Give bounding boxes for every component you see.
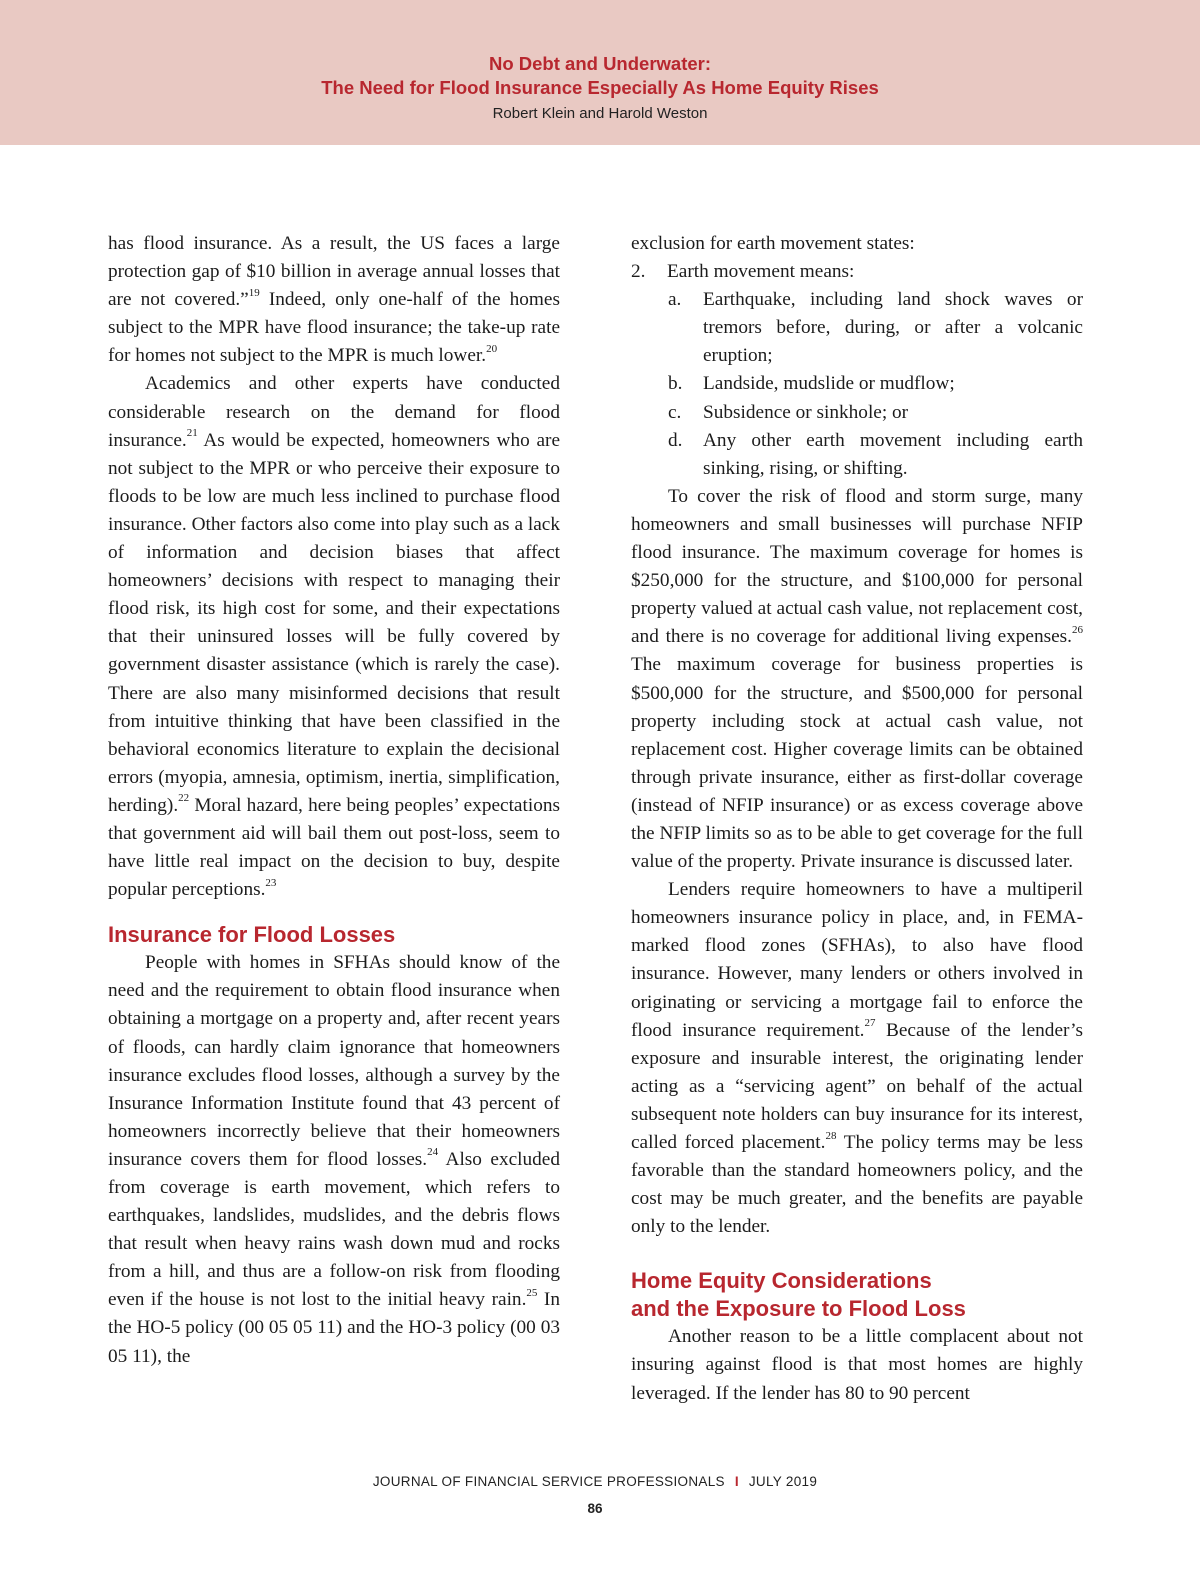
left-paragraph-2: Academics and other experts have conducted considerable research on the demand for flood insurance.$^{21}$ As would be expected, homeowners who are not subject to the MPR or who perceive their exposure to floods to be low are much less inclined to purchase flood insurance. Other factors also come into play such as a lack of information and decision biases that affect homeowners’ decisions with respect to managing their flood risk, its high cost for some, and their expectations that their uninsured losses will be fully covered by government disaster assistance (which is rarely the case). There are also many misinformed decisions that result from intuitive thinking that have been classified in the behavioral economics literature to explain the decisional errors (myopia, amnesia, optimism, inertia, simplification, herding).$^{22}$ Moral hazard, here being peoples’ expectations that government aid will bail them out post-loss, seem to have little real impact on the decision to buy, despite popular perceptions.$^{23}$ <box>108 373 560 901</box>
footnote-ref: 20 <box>486 342 498 355</box>
list-item: d. Any other earth movement including earth sinking, rising, or shifting. <box>668 429 1083 479</box>
left-paragraph-3: People with homes in SFHAs should know of the need and the requirement to obtain flood insurance when obtaining a mortgage on a property and, after recent years of floods, can hardly claim ignorance that homeowners insurance excludes flood losses, although a survey by the Insurance Information Institute found that 43 percent of homeowners incorrectly believe that their homeowners insurance covers them for flood losses.$^{24}$ Also excluded from coverage is earth movement, which refers to earthquakes, landslides, mudslides, and the debris flows that result when heavy rains wash down mud and rocks from a hill, and thus are a follow-on risk from flooding even if the house is not lost to the initial heavy rain.$^{25}$ In the HO-5 policy (00 05 05 11) and the HO-3 policy (00 03 05 11), the <box>108 952 560 1367</box>
article-authors: Robert Klein and Harold Weston <box>492 105 708 122</box>
earth-movement-list <box>631 258 1083 483</box>
journal-name: JOURNAL OF FINANCIAL SERVICE PROFESSIONALS <box>372 1474 725 1489</box>
right-paragraph-3: Another reason to be a little complacent about not insuring against flood is that most homes are highly leveraged. If the lender has 80 to 90 percent <box>631 1326 1083 1404</box>
footnote-ref: 26 <box>1072 623 1083 636</box>
article-title-line1: No Debt and Underwater: <box>488 53 712 74</box>
right-paragraph-1: To cover the risk of flood and storm surge, many homeowners and small businesses will purchase NFIP flood insurance. The maximum coverage for homes is $250,000 for the structure, and $100,000 for personal property valued at actual cash value, not replacement cost, and there is no coverage for additional living expenses.$^{26}$ The maximum coverage for business properties is $500,000 for the structure, and $500,000 for personal property including stock at actual cash value, not replacement cost. Higher coverage limits can be obtained through private insurance, either as first-dollar coverage (instead of NFIP insurance) or as excess coverage above the NFIP limits so as to be able to get coverage for the full value of the property. Private insurance is discussed later. <box>631 485 1083 873</box>
footnote-ref: 19 <box>248 286 260 299</box>
footnote-ref: 25 <box>526 1286 538 1299</box>
article-title-line2: The Need for Flood Insurance Especially As Home Equity Rises <box>321 77 879 98</box>
journal-footer <box>0 1474 1190 1489</box>
footnote-ref: 24 <box>427 1146 439 1159</box>
section-heading-flood-losses: Insurance for Flood Losses <box>108 922 396 948</box>
footnote-ref: 23 <box>265 876 277 889</box>
left-column <box>108 230 560 1371</box>
list-item: b. Landside, mudslide or mudflow; <box>668 373 955 395</box>
left-paragraph-1: has flood insurance. As a result, the US faces a large protection gap of $10 billion in average annual losses that are not covered.”$^{19}$ Indeed, only one-half of the homes subject to the MPR have flood insurance; the take-up rate for homes not subject to the MPR is much lower.$^{20}$ <box>108 233 560 367</box>
right-paragraph-2: Lenders require homeowners to have a multiperil homeowners insurance policy in place, and, in FEMA-marked flood zones (SFHAs), to also have flood insurance. However, many lenders or others involved in originating or servicing a mortgage fail to enforce the flood insurance requirement.$^{27}$ Because of the lender’s exposure and insurable interest, the originating lender acting as a “servicing agent” on behalf of the actual subsequent note holders can buy insurance for its interest, called forced placement.$^{28}$ The policy terms may be less favorable than the standard homeowners policy, and the cost may be much greater, and the benefits are payable only to the lender. <box>631 879 1084 1238</box>
footer-separator: I <box>734 1474 739 1489</box>
section-heading-home-equity: Home Equity Considerations and the Exposure to Flood Loss <box>631 1268 966 1322</box>
page-number: 86 <box>587 1501 603 1516</box>
list-item: c. Subsidence or sinkhole; or <box>668 401 909 423</box>
footnote-ref: 21 <box>186 427 198 440</box>
header-banner <box>0 0 1200 145</box>
right-column <box>631 230 1083 1408</box>
footnote-ref: 27 <box>864 1017 876 1030</box>
footnote-ref: 22 <box>178 792 190 805</box>
right-lead-text: exclusion for earth movement states: <box>631 233 915 254</box>
footnote-ref: 28 <box>825 1129 837 1142</box>
list-item: a. Earthquake, including land shock waves or tremors before, during, or after a volcanic eruption; <box>668 289 1083 367</box>
list-item: 2. Earth movement means: <box>631 261 855 283</box>
issue-date: JULY 2019 <box>748 1474 818 1489</box>
